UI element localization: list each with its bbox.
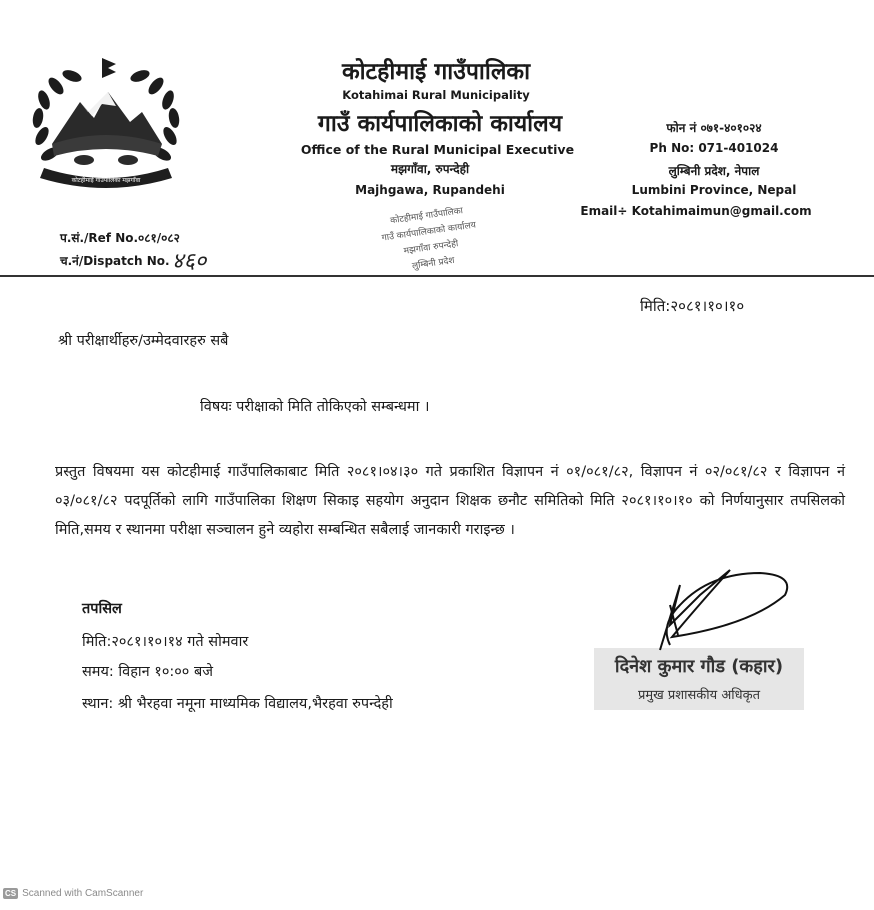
dispatch-label: च.नं/Dispatch No.: [60, 254, 170, 268]
phone-np: फोन नं ०७१-४०१०२४: [666, 121, 762, 135]
office-name-en: Office of the Rural Municipal Executive: [300, 142, 575, 157]
signatory-designation: प्रमुख प्रशासकीय अधिकृत: [637, 688, 761, 703]
municipality-name-np: कोटहीमाई गाउँपालिका: [341, 59, 531, 85]
letter-subject: विषयः परीक्षाको मिति तोकिएको सम्बन्धमा ।: [200, 399, 430, 415]
nepal-emblem-icon: [22, 56, 190, 196]
dispatch-number: ४६०: [172, 249, 207, 274]
signatory-name: दिनेश कुमार गौड (कहार): [614, 656, 784, 677]
ref-number: प.सं./Ref No.०८१/०८२: [60, 231, 180, 245]
details-date: मिति:२०८१।१०।१४ गते सोमवार: [82, 634, 249, 650]
phone-en: Ph No: 071-401024: [649, 141, 779, 155]
handwritten-signature: [600, 565, 800, 655]
details-place: स्थान: श्री भैरहवा नमूना माध्यमिक विद्यालय,भैरहवा रुपन्देही: [82, 696, 393, 712]
office-name-np: गाउँ कार्यपालिकाको कार्यालय: [317, 111, 563, 137]
details-heading: तपसिल: [82, 601, 122, 617]
emblem-ribbon-text: कोटहीमाई गाउँपालिका मझगाँवा: [71, 177, 141, 184]
province-en: Lumbini Province, Nepal: [631, 183, 797, 197]
camscanner-icon: CS: [5, 889, 17, 898]
letter-recipient: श्री परीक्षार्थीहरु/उम्मेदवारहरु सबै: [58, 333, 229, 349]
details-time: समय: विहान १०:०० बजे: [82, 664, 213, 680]
stamp-line-4: लुम्बिनी प्रदेश: [411, 255, 456, 272]
location-np: मझगाँवा, रुपन्देही: [390, 162, 470, 176]
stamp-line-1: कोटहीमाई गाउँपालिका: [389, 206, 464, 227]
location-en: Majhgawa, Rupandehi: [355, 183, 505, 197]
letter-date: मिति:२०८१।१०।१०: [640, 297, 745, 315]
header-divider: [0, 275, 874, 277]
stamp-line-2: गाउँ कार्यपालिकाको कार्यालय: [381, 220, 477, 244]
stamp-line-3: मझगाँवा रुपन्देही: [403, 239, 460, 257]
letter-body: प्रस्तुत विषयमा यस कोटहीमाई गाउँपालिकाबाट मिति २०८१।०४।३० गते प्रकाशित विज्ञापन नं ०१/०८१/८२, विज्ञापन नं ०२/०८१/८२ र विज्ञापन नं ०३/०८१/८२ पदपूर्तिको लागि गाउँपालिका शिक्षण सिकाइ सहयोग अनुदान शिक्षक छनौट समितिको मिति २०८१।१०।१० को निर्णयानुसार तपसिलको मिति,समय र स्थानमा परीक्षा सञ्चालन हुने व्यहोरा सम्बन्धित सबैलाई जानकारी गराइन्छ ।: [55, 464, 845, 538]
scanner-text: Scanned with CamScanner: [22, 888, 144, 899]
municipality-name-en: Kotahimai Rural Municipality: [342, 88, 530, 102]
email-address: Email÷ Kotahimaimun@gmail.com: [580, 204, 812, 218]
province-np: लुम्बिनी प्रदेश, नेपाल: [668, 164, 760, 178]
scanner-watermark: [3, 888, 143, 899]
